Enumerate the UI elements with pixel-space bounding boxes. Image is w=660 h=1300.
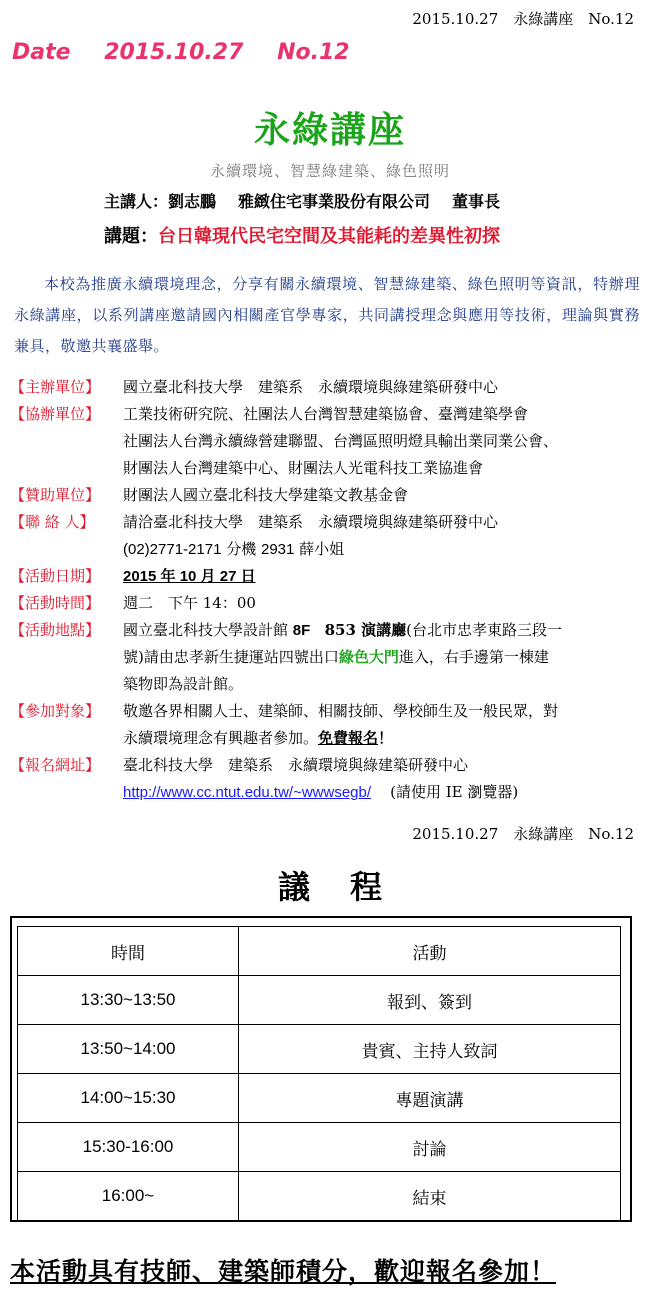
- info-audience: [10, 698, 640, 752]
- topic-value: 台日韓現代民宅空間及其能耗的差異性初探: [158, 226, 500, 247]
- info-value: 敬邀各界相關人士、建築師、相關技師、學校師生及一般民眾，對: [123, 702, 559, 720]
- info-label: 【活動時間】: [10, 594, 101, 612]
- audience-line-2: [123, 725, 640, 752]
- info-value: 社團法人台灣永續綠營建聯盟、台灣區照明燈具輸出業同業公會、: [123, 432, 559, 450]
- agenda-activity: 結束: [239, 1172, 621, 1221]
- table-row: [18, 1025, 621, 1074]
- speaker-line: [104, 189, 500, 212]
- venue-floor: 8F: [292, 622, 311, 639]
- venue-hall: 853 演講廳: [324, 621, 407, 639]
- speaker-label: 主講人：: [104, 192, 169, 211]
- venue-line-1: [123, 617, 640, 644]
- info-value: 國立臺北科技大學 建築系 永續環境與綠建築研發中心: [123, 378, 499, 396]
- footer-note: 本活動具有技師、建築師積分，歡迎報名參加！: [10, 1257, 557, 1286]
- info-contact: [10, 509, 640, 563]
- issue-number: No.12: [277, 40, 350, 65]
- register-link[interactable]: http://www.cc.ntut.edu.tw/~wwwsegb/: [123, 784, 372, 801]
- agenda-activity: 討論: [239, 1123, 621, 1172]
- info-sponsor: [10, 482, 640, 509]
- info-venue: [10, 617, 640, 698]
- contact-phone: (02)2771-2171: [123, 541, 222, 558]
- agenda-time: 13:50~14:00: [18, 1025, 239, 1074]
- speaker-position: 董事長: [452, 192, 501, 211]
- info-register: [10, 752, 640, 806]
- info-date: [10, 563, 640, 590]
- info-co-organizer: [10, 401, 640, 482]
- info-label: 【報名網址】: [10, 756, 101, 774]
- event-date: 2015 年 10 月 27 日: [123, 568, 256, 585]
- agenda-table: [17, 926, 621, 1221]
- info-value: 永續環境理念有興趣者參加。: [123, 729, 319, 747]
- contact-ext: 2931: [261, 541, 295, 558]
- info-label: 【協辦單位】: [10, 405, 101, 423]
- info-label: 【參加對象】: [10, 702, 101, 720]
- table-header-row: [18, 927, 621, 976]
- intro-paragraph: 本校為推廣永續環境理念，分享有關永續環境、智慧綠建築、綠色照明等資訊，特辦理永綠講座，以系列講座邀請國內相關產官學專家，共同講授理念與應用等技術，理論與實務兼具，敬邀共襄盛舉。: [14, 275, 640, 355]
- info-label: 【活動地點】: [10, 621, 101, 639]
- agenda-time: 14:00~15:30: [18, 1074, 239, 1123]
- info-value: 工業技術研究院、社團法人台灣智慧建築協會、臺灣建築學會: [123, 405, 529, 423]
- date-banner: [12, 40, 376, 65]
- venue-part: 進入，右手邊第一棟建: [398, 648, 549, 666]
- agenda-title: 議程: [277, 868, 422, 906]
- info-value: 臺北科技大學 建築系 永續環境與綠建築研發中心: [123, 756, 469, 774]
- table-row: [18, 1172, 621, 1221]
- topic-label: 講題：: [104, 226, 158, 247]
- date-label: Date: [12, 40, 71, 65]
- agenda-activity: 貴賓、主持人致詞: [239, 1025, 621, 1074]
- column-header: 活動: [239, 927, 621, 976]
- agenda-activity: 報到、簽到: [239, 976, 621, 1025]
- contact-person: 薛小姐: [299, 540, 345, 558]
- info-label: 【主辦單位】: [10, 378, 101, 396]
- table-row: [18, 1074, 621, 1123]
- contact-ext-label: 分機: [226, 540, 257, 558]
- register-url-line: [123, 779, 640, 806]
- info-label: 【活動日期】: [10, 567, 101, 585]
- page-subtitle: 永續環境、智慧綠建築、綠色照明: [209, 162, 450, 180]
- column-header: 時間: [18, 927, 239, 976]
- info-value: 請洽臺北科技大學 建築系 永續環境與綠建築研發中心: [123, 513, 499, 531]
- info-value: 財團法人國立臺北科技大學建築文教基金會: [123, 486, 409, 504]
- speaker-name: 劉志鵬: [168, 192, 217, 211]
- info-organizer: [10, 374, 640, 401]
- agenda-activity: 專題演講: [239, 1074, 621, 1123]
- venue-green-gate: 綠色大門: [338, 648, 399, 666]
- speaker-org: 雅緻住宅事業股份有限公司: [238, 192, 431, 211]
- date-value: 2015.10.27: [104, 40, 244, 65]
- venue-line-3: 築物即為設計館。: [123, 675, 244, 693]
- contact-phone-line: [123, 536, 640, 563]
- agenda-time: 13:30~13:50: [18, 976, 239, 1025]
- exclamation: ！: [378, 729, 394, 747]
- table-row: [18, 976, 621, 1025]
- venue-part: (台北市忠孝東路三段一: [406, 621, 563, 639]
- free-registration: 免費報名: [318, 729, 379, 747]
- venue-part: 號)請由忠孝新生捷運站四號出口: [123, 648, 339, 666]
- event-info: [10, 374, 640, 806]
- info-value: 財團法人台灣建築中心、財團法人光電科技工業協進會: [123, 459, 484, 477]
- page-title: 永綠講座: [253, 109, 406, 151]
- footer-issue: 2015.10.27 永綠講座 No.12: [412, 825, 634, 843]
- agenda-time: 15:30-16:00: [18, 1123, 239, 1172]
- topic-line: [104, 222, 500, 248]
- info-time: [10, 590, 640, 617]
- table-row: [18, 1123, 621, 1172]
- event-time: 週二 下午 14：00: [123, 594, 256, 612]
- venue-line-2: [123, 644, 640, 671]
- info-label: 【聯 絡 人】: [10, 513, 95, 531]
- browser-note: (請使用 IE 瀏覽器): [390, 783, 519, 801]
- info-label: 【贊助單位】: [10, 486, 101, 504]
- agenda-time: 16:00~: [18, 1172, 239, 1221]
- venue-part: 國立臺北科技大學設計館: [123, 621, 289, 639]
- header-issue: 2015.10.27 永綠講座 No.12: [412, 10, 634, 28]
